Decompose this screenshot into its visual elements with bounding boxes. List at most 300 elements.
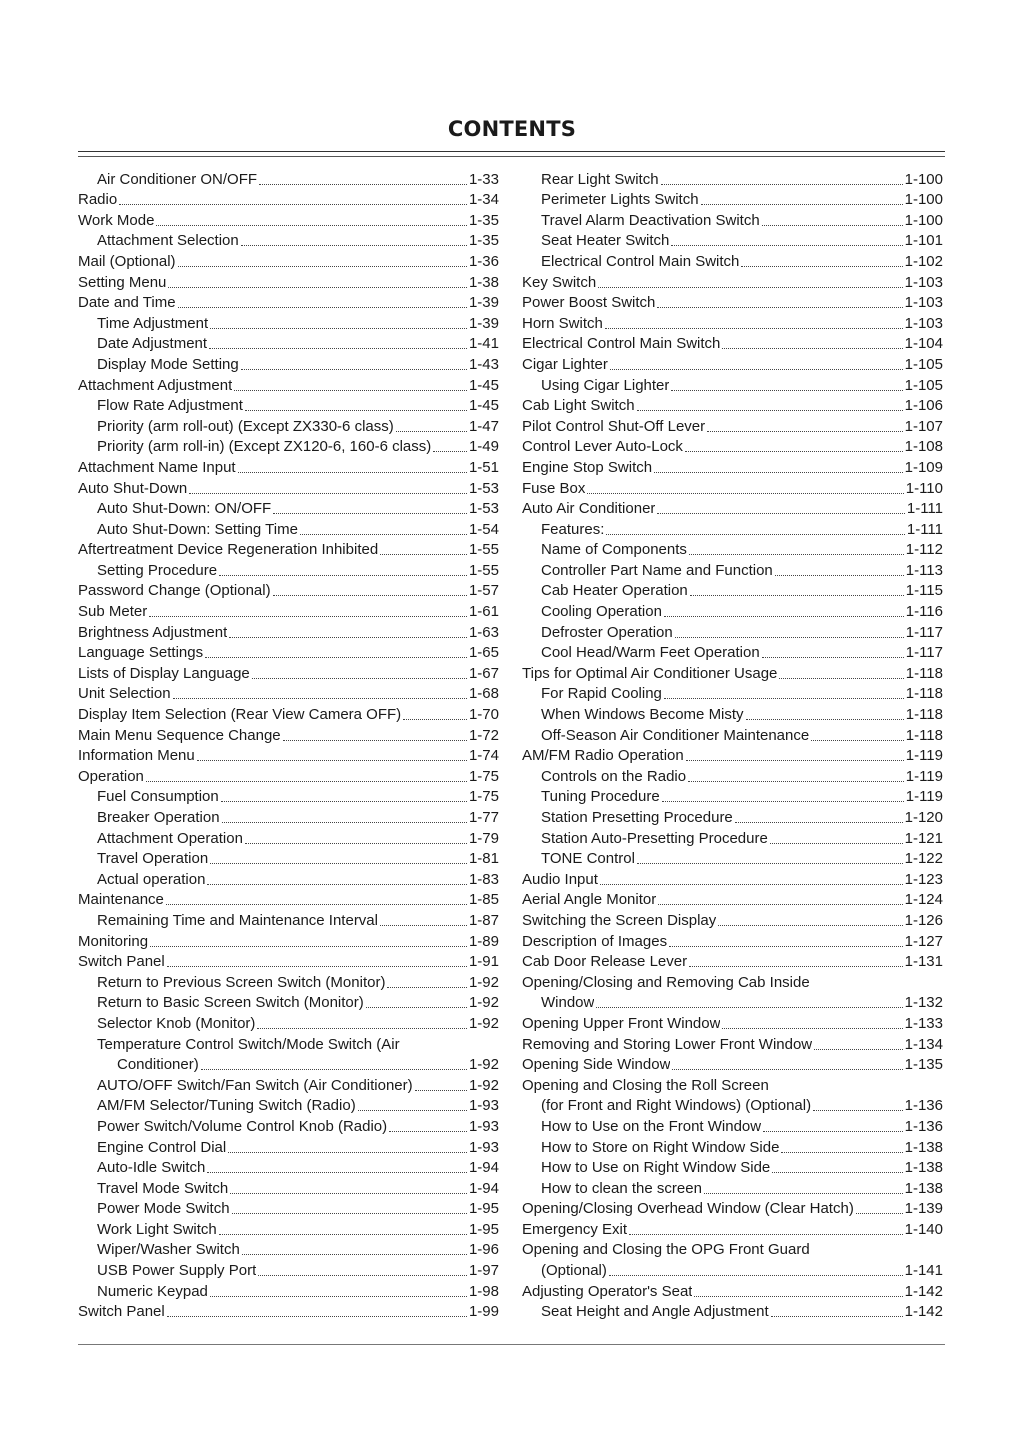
toc-entry[interactable] <box>78 396 499 417</box>
toc-entry[interactable] <box>522 1260 943 1281</box>
toc-entry-label: AM/FM Selector/Tuning Switch (Radio) <box>97 1097 356 1115</box>
toc-entry-page: 1-117 <box>905 644 943 662</box>
toc-entry-page: 1-55 <box>468 561 499 579</box>
toc-entry[interactable] <box>78 1137 499 1158</box>
dot-leader <box>300 534 467 535</box>
toc-entry[interactable] <box>78 643 499 664</box>
toc-entry[interactable] <box>78 1302 499 1323</box>
toc-entry[interactable] <box>78 952 499 973</box>
toc-entry-page: 1-39 <box>468 294 499 312</box>
toc-entry[interactable] <box>78 519 499 540</box>
toc-entry[interactable] <box>522 313 943 334</box>
toc-entry[interactable] <box>78 1260 499 1281</box>
dot-leader <box>189 493 467 494</box>
dot-leader <box>380 925 467 926</box>
dot-leader <box>222 822 467 823</box>
toc-entry-label: Fuel Consumption <box>97 788 219 806</box>
toc-entry-label: Power Boost Switch <box>522 294 656 312</box>
toc-entry-label: Attachment Adjustment <box>78 376 233 394</box>
toc-entry-page: 1-116 <box>905 603 943 621</box>
dot-leader <box>380 554 467 555</box>
toc-entry-page: 1-132 <box>904 994 943 1012</box>
dot-leader <box>234 390 467 391</box>
toc-entry-page: 1-53 <box>468 479 499 497</box>
toc-entry[interactable] <box>522 354 943 375</box>
toc-entry[interactable] <box>522 190 943 211</box>
dot-leader <box>149 616 467 617</box>
toc-entry-page: 1-113 <box>905 561 943 579</box>
toc-entry[interactable] <box>522 890 943 911</box>
toc-entry-label: Electrical Control Main Switch <box>522 335 721 353</box>
toc-entry-label: Setting Procedure <box>97 561 218 579</box>
toc-entry-label: Opening and Closing the Roll Screen <box>522 1076 769 1094</box>
toc-entry-label: Travel Operation <box>97 850 209 868</box>
dot-leader <box>685 451 903 452</box>
toc-entry[interactable] <box>78 1055 499 1076</box>
toc-entry-label: Language Settings <box>78 644 204 662</box>
toc-entry[interactable] <box>78 375 499 396</box>
toc-entry-label: Engine Stop Switch <box>522 458 653 476</box>
dot-leader <box>772 1172 902 1173</box>
toc-entry-label: (Optional) <box>541 1262 607 1280</box>
toc-entry[interactable] <box>522 437 943 458</box>
toc-entry[interactable] <box>78 704 499 725</box>
toc-entry-page: 1-79 <box>468 829 499 847</box>
toc-entry-page: 1-89 <box>468 932 499 950</box>
toc-entry[interactable] <box>78 478 499 499</box>
toc-entry[interactable] <box>78 251 499 272</box>
toc-entry[interactable] <box>78 807 499 828</box>
toc-entry-page: 1-131 <box>904 953 943 971</box>
toc-entry-label: Auto Shut-Down: ON/OFF <box>97 500 272 518</box>
toc-entry-label: Maintenance <box>78 891 164 909</box>
toc-entry[interactable] <box>78 437 499 458</box>
toc-entry[interactable] <box>522 1116 943 1137</box>
toc-entry-page: 1-111 <box>906 500 943 518</box>
toc-entry-label: Fuse Box <box>522 479 586 497</box>
dot-leader <box>156 225 467 226</box>
dot-leader <box>178 307 467 308</box>
dot-leader <box>856 1213 903 1214</box>
dot-leader <box>167 966 467 967</box>
toc-entry[interactable] <box>78 684 499 705</box>
toc-entry[interactable] <box>522 704 943 725</box>
toc-entry[interactable] <box>78 1075 499 1096</box>
toc-entry-label: Travel Alarm Deactivation Switch <box>541 211 760 229</box>
toc-entry-page: 1-92 <box>468 1056 499 1074</box>
toc-entry[interactable] <box>78 560 499 581</box>
toc-entry-label: Station Presetting Procedure <box>541 809 733 826</box>
dot-leader <box>219 575 467 576</box>
toc-entry-label: Lists of Display Language <box>78 664 250 682</box>
toc-entry-page: 1-112 <box>905 541 943 559</box>
toc-entry-label: How to clean the screen <box>541 1179 702 1197</box>
dot-leader <box>771 1316 903 1317</box>
toc-entry[interactable] <box>78 1158 499 1179</box>
toc-entry[interactable] <box>78 190 499 211</box>
dot-leader <box>210 1296 467 1297</box>
toc-entry[interactable] <box>522 1219 943 1240</box>
toc-entry-label: Perimeter Lights Switch <box>541 191 699 209</box>
toc-entry-label: Date Adjustment <box>97 335 208 353</box>
toc-entry-label: Rear Light Switch <box>541 170 659 188</box>
toc-entry-page: 1-134 <box>904 1035 943 1053</box>
toc-entry[interactable] <box>522 849 943 870</box>
toc-entry[interactable] <box>522 746 943 767</box>
dot-leader <box>762 225 903 226</box>
toc-entry-label: Password Change (Optional) <box>78 582 271 600</box>
toc-entry-label: Opening/Closing and Removing Cab Inside <box>522 973 810 991</box>
dot-leader <box>637 410 903 411</box>
toc-entry-label: Auto-Idle Switch <box>97 1159 206 1177</box>
dot-leader <box>168 287 467 288</box>
dot-leader <box>258 1275 467 1276</box>
toc-entry[interactable] <box>78 787 499 808</box>
toc-entry-label: Work Mode <box>78 211 155 229</box>
page-title: CONTENTS <box>447 117 577 141</box>
dot-leader <box>781 1152 902 1153</box>
toc-entry-label: Cab Door Release Lever <box>522 953 688 971</box>
toc-entry-page: 1-138 <box>904 1179 943 1197</box>
toc-entry-label: Auto Shut-Down <box>78 479 188 497</box>
dot-leader <box>178 266 467 267</box>
toc-entry-label: Monitoring <box>78 932 149 950</box>
toc-entry-page: 1-92 <box>468 973 499 991</box>
toc-entry-page: 1-119 <box>905 788 943 806</box>
toc-entry[interactable] <box>78 499 499 520</box>
dot-leader <box>762 657 904 658</box>
toc-entry-label: Cab Heater Operation <box>541 582 688 600</box>
dot-leader <box>658 904 902 905</box>
toc-entry[interactable] <box>522 1137 943 1158</box>
toc-entry[interactable] <box>522 663 943 684</box>
dot-leader <box>746 719 904 720</box>
footer-rule <box>78 1344 945 1345</box>
toc-entry-page: 1-126 <box>904 911 943 929</box>
toc-entry[interactable] <box>78 766 499 787</box>
dot-leader <box>814 1049 902 1050</box>
toc-entry[interactable] <box>78 293 499 314</box>
dot-leader <box>433 451 467 452</box>
dot-leader <box>366 1007 467 1008</box>
toc-entry[interactable] <box>78 890 499 911</box>
toc-entry[interactable] <box>522 601 943 622</box>
toc-entry[interactable] <box>522 1013 943 1034</box>
toc-column-right <box>522 169 943 1322</box>
toc-entry[interactable] <box>522 1302 943 1323</box>
toc-entry[interactable] <box>522 766 943 787</box>
dot-leader <box>146 781 467 782</box>
dot-leader <box>358 1110 467 1111</box>
toc-entry[interactable] <box>522 375 943 396</box>
toc-entry[interactable] <box>522 910 943 931</box>
toc-column-left <box>78 169 499 1322</box>
toc-entry[interactable] <box>78 931 499 952</box>
toc-entry-page: 1-127 <box>904 932 943 950</box>
toc-entry[interactable] <box>78 910 499 931</box>
toc-entry[interactable] <box>78 869 499 890</box>
toc-entry[interactable] <box>78 1219 499 1240</box>
toc-entry[interactable] <box>522 519 943 540</box>
toc-entry-label: Cab Light Switch <box>522 397 635 415</box>
toc-entry[interactable] <box>78 540 499 561</box>
toc-entry-label: Controls on the Radio <box>541 767 687 785</box>
dot-leader <box>283 740 467 741</box>
toc-entry-page: 1-93 <box>468 1097 499 1115</box>
toc-entry-label: Date and Time <box>78 294 176 312</box>
dot-leader <box>775 575 904 576</box>
toc-entry[interactable] <box>78 1178 499 1199</box>
toc-entry-page: 1-100 <box>904 211 943 229</box>
toc-entry-page: 1-142 <box>904 1303 943 1321</box>
toc-entry-page: 1-110 <box>905 479 943 497</box>
toc-entry-page: 1-43 <box>468 355 499 373</box>
toc-entry[interactable] <box>522 952 943 973</box>
toc-entry-page: 1-103 <box>904 294 943 312</box>
toc-entry-page: 1-142 <box>904 1282 943 1300</box>
toc-entry-page: 1-111 <box>906 520 943 538</box>
dot-leader <box>704 1193 903 1194</box>
toc-entry[interactable] <box>522 828 943 849</box>
toc-entry[interactable] <box>78 210 499 231</box>
toc-entry-label: Horn Switch <box>522 314 603 332</box>
toc-entry[interactable] <box>78 1281 499 1302</box>
toc-entry[interactable] <box>78 457 499 478</box>
toc-entry[interactable] <box>78 622 499 643</box>
toc-entry[interactable] <box>78 725 499 746</box>
toc-entry[interactable] <box>78 416 499 437</box>
toc-entry[interactable] <box>78 1096 499 1117</box>
toc-entry-page: 1-34 <box>468 191 499 209</box>
toc-entry-label: Switch Panel <box>78 953 165 971</box>
toc-entry-label: Adjusting Operator's Seat <box>522 1282 693 1300</box>
toc-entry-label: Seat Heater Switch <box>541 232 670 250</box>
toc-entry[interactable] <box>522 643 943 664</box>
toc-entry-page: 1-121 <box>904 829 943 847</box>
toc-entry-page: 1-35 <box>468 211 499 229</box>
toc-entry[interactable] <box>522 1034 943 1055</box>
toc-entry[interactable] <box>78 334 499 355</box>
toc-entry-label: Cigar Lighter <box>522 355 608 373</box>
toc-entry[interactable] <box>522 869 943 890</box>
dot-leader <box>207 1172 467 1173</box>
toc-entry[interactable] <box>78 1116 499 1137</box>
toc-entry-label: How to Store on Right Window Side <box>541 1138 780 1156</box>
toc-entry-label: Switching the Screen Display <box>522 911 717 929</box>
dot-leader <box>606 534 904 535</box>
toc-entry[interactable] <box>78 828 499 849</box>
toc-entry-label: Unit Selection <box>78 685 171 703</box>
toc-entry-label: Remaining Time and Maintenance Interval <box>97 911 378 929</box>
dot-leader <box>686 760 904 761</box>
toc-entry-label: Description of Images <box>522 932 668 950</box>
toc-entry[interactable] <box>522 1281 943 1302</box>
dot-leader <box>396 431 467 432</box>
toc-entry-page: 1-118 <box>905 706 943 724</box>
toc-entry-page: 1-138 <box>904 1138 943 1156</box>
toc-entry[interactable] <box>522 272 943 293</box>
toc-entry-page: 1-105 <box>904 355 943 373</box>
toc-entry-page: 1-118 <box>905 664 943 682</box>
toc-entry-page: 1-85 <box>468 891 499 909</box>
toc-entry-page: 1-91 <box>468 953 499 971</box>
toc-entry-page: 1-109 <box>904 458 943 476</box>
toc-entry[interactable] <box>522 1178 943 1199</box>
dot-leader <box>600 884 903 885</box>
toc-entry[interactable] <box>522 251 943 272</box>
toc-entry-label: Return to Basic Screen Switch (Monitor) <box>97 994 364 1012</box>
toc-entry[interactable] <box>78 272 499 293</box>
toc-entry[interactable] <box>78 746 499 767</box>
dot-leader <box>672 1069 902 1070</box>
toc-entry-label: Attachment Name Input <box>78 458 236 476</box>
dot-leader <box>245 843 467 844</box>
toc-entry-page: 1-117 <box>905 623 943 641</box>
toc-entry-label: Travel Mode Switch <box>97 1179 229 1197</box>
toc-entry[interactable] <box>522 169 943 190</box>
toc-entry-label: Radio <box>78 191 118 209</box>
toc-entry[interactable] <box>78 1013 499 1034</box>
toc-entry-label: Off-Season Air Conditioner Maintenance <box>541 726 810 744</box>
toc-entry-label: How to Use on Right Window Side <box>541 1159 771 1177</box>
toc-entry-label: Key Switch <box>522 273 597 291</box>
toc-entry-label: Removing and Storing Lower Front Window <box>522 1035 813 1053</box>
toc-entry-label: Cool Head/Warm Feet Operation <box>541 644 760 662</box>
toc-entry[interactable] <box>522 972 943 993</box>
toc-entry-label: USB Power Supply Port <box>97 1262 257 1280</box>
toc-entry-page: 1-49 <box>468 438 499 456</box>
toc-entry[interactable] <box>522 725 943 746</box>
toc-entry-page: 1-105 <box>904 376 943 394</box>
toc-entry-page: 1-107 <box>904 417 943 435</box>
toc-entry[interactable] <box>522 416 943 437</box>
toc-entry[interactable] <box>522 931 943 952</box>
toc-entry[interactable] <box>522 293 943 314</box>
dot-leader <box>770 843 903 844</box>
toc-entry-page: 1-75 <box>468 767 499 785</box>
toc-entry-page: 1-33 <box>468 170 499 188</box>
toc-entry-page: 1-95 <box>468 1200 499 1218</box>
toc-entry[interactable] <box>522 1199 943 1220</box>
toc-entry-page: 1-97 <box>468 1262 499 1280</box>
dot-leader <box>242 1254 467 1255</box>
toc-entry-label: Priority (arm roll-out) (Except ZX330-6 class) <box>97 417 394 435</box>
toc-entry-page: 1-63 <box>468 623 499 641</box>
toc-entry[interactable] <box>522 1158 943 1179</box>
toc-entry-page: 1-136 <box>904 1117 943 1135</box>
toc-entry-label: Temperature Control Switch/Mode Switch (Air <box>97 1035 400 1053</box>
toc-entry[interactable] <box>522 560 943 581</box>
dot-leader <box>210 328 467 329</box>
toc-entry[interactable] <box>78 581 499 602</box>
dot-leader <box>273 595 467 596</box>
toc-entry[interactable] <box>522 1240 943 1261</box>
toc-entry-label: Wiper/Washer Switch <box>97 1241 240 1259</box>
toc-entry[interactable] <box>522 1055 943 1076</box>
toc-entry-page: 1-135 <box>904 1056 943 1074</box>
toc-entry[interactable] <box>522 457 943 478</box>
toc-entry[interactable] <box>522 622 943 643</box>
dot-leader <box>598 287 902 288</box>
toc-entry[interactable] <box>78 1034 499 1055</box>
dot-leader <box>228 1152 467 1153</box>
toc-entry[interactable] <box>522 396 943 417</box>
title-rule-secondary <box>78 156 945 157</box>
toc-entry[interactable] <box>522 231 943 252</box>
toc-entry[interactable] <box>522 334 943 355</box>
toc-entry-page: 1-100 <box>904 191 943 209</box>
toc-entry[interactable] <box>78 849 499 870</box>
dot-leader <box>173 698 467 699</box>
toc-entry[interactable] <box>522 540 943 561</box>
toc-entry[interactable] <box>522 1096 943 1117</box>
dot-leader <box>230 1193 467 1194</box>
toc-entry-page: 1-104 <box>904 335 943 353</box>
toc-entry[interactable] <box>522 478 943 499</box>
toc-entry-label: Opening Side Window <box>522 1056 671 1074</box>
dot-leader <box>637 863 903 864</box>
toc-entry-page: 1-122 <box>904 850 943 868</box>
dot-leader <box>688 781 904 782</box>
toc-entry[interactable] <box>78 354 499 375</box>
toc-entry[interactable] <box>522 787 943 808</box>
toc-entry[interactable] <box>78 972 499 993</box>
toc-entry-page: 1-92 <box>468 1014 499 1032</box>
toc-entry-page: 1-118 <box>905 726 943 744</box>
toc-entry-label: Name of Components <box>541 541 687 559</box>
toc-entry[interactable] <box>522 807 943 828</box>
toc-entry-page: 1-119 <box>905 767 943 785</box>
toc-entry[interactable] <box>522 684 943 705</box>
toc-entry-label: Operation <box>78 767 144 785</box>
toc-entry-page: 1-140 <box>904 1220 943 1238</box>
toc-entry-label: Attachment Selection <box>97 232 239 250</box>
dot-leader <box>671 245 902 246</box>
toc-entry[interactable] <box>78 1240 499 1261</box>
toc-entry[interactable] <box>522 499 943 520</box>
dot-leader <box>629 1234 903 1235</box>
toc-entry-page: 1-138 <box>904 1159 943 1177</box>
toc-entry-label: Tuning Procedure <box>541 788 660 806</box>
toc-entry-page: 1-133 <box>904 1014 943 1032</box>
toc-entry-page: 1-93 <box>468 1117 499 1135</box>
toc-entry[interactable] <box>78 169 499 190</box>
toc-entry[interactable] <box>78 231 499 252</box>
toc-entry[interactable] <box>522 1075 943 1096</box>
dot-leader <box>221 801 467 802</box>
toc-entry[interactable] <box>78 601 499 622</box>
dot-leader <box>403 719 467 720</box>
toc-entry[interactable] <box>522 210 943 231</box>
toc-entry[interactable] <box>522 581 943 602</box>
dot-leader <box>669 946 903 947</box>
toc-entry[interactable] <box>78 663 499 684</box>
toc-entry[interactable] <box>78 993 499 1014</box>
toc-entry-label: Window <box>541 994 595 1012</box>
dot-leader <box>596 1007 902 1008</box>
dot-leader <box>664 698 904 699</box>
dot-leader <box>229 637 467 638</box>
toc-entry-label: Aerial Angle Monitor <box>522 891 657 909</box>
toc-entry[interactable] <box>522 993 943 1014</box>
dot-leader <box>150 946 467 947</box>
toc-entry-page: 1-57 <box>468 582 499 600</box>
toc-entry-page: 1-98 <box>468 1282 499 1300</box>
toc-entry-page: 1-83 <box>468 870 499 888</box>
toc-entry[interactable] <box>78 313 499 334</box>
toc-entry-page: 1-118 <box>905 685 943 703</box>
toc-entry[interactable] <box>78 1199 499 1220</box>
